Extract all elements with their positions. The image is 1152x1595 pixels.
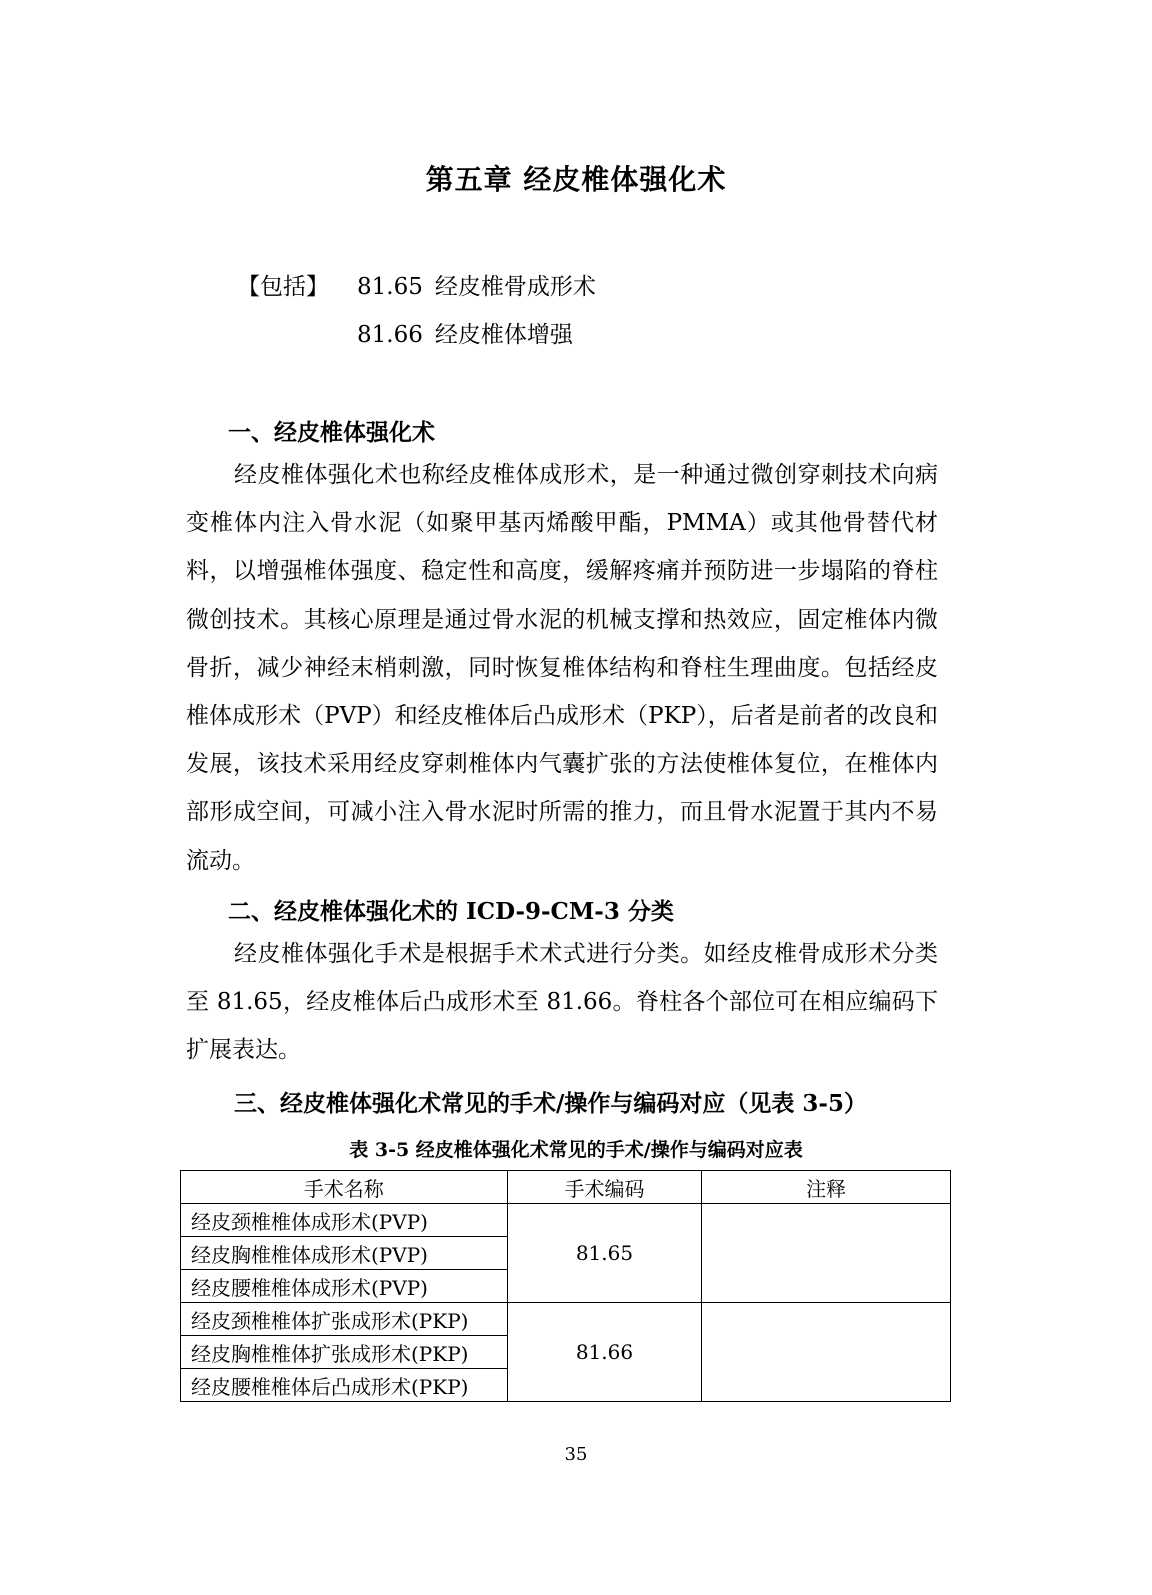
procedure-name: 经皮胸椎椎体扩张成形术(PKP) bbox=[181, 1336, 508, 1369]
procedure-name: 经皮腰椎椎体后凸成形术(PKP) bbox=[181, 1369, 508, 1402]
procedure-name: 经皮腰椎椎体成形术(PVP) bbox=[181, 1270, 508, 1303]
header-note: 注释 bbox=[702, 1171, 951, 1204]
include-item-code: 81.66 bbox=[357, 322, 423, 348]
procedure-code: 81.65 bbox=[507, 1204, 702, 1303]
include-item-name: 经皮椎体增强 bbox=[434, 322, 573, 348]
procedure-name: 经皮颈椎椎体成形术(PVP) bbox=[181, 1204, 508, 1237]
include-item-name: 经皮椎骨成形术 bbox=[434, 274, 596, 300]
procedure-name: 经皮胸椎椎体成形术(PVP) bbox=[181, 1237, 508, 1270]
section-heading-2: 二、经皮椎体强化术的 ICD-9-CM-3 分类 bbox=[228, 898, 674, 925]
chapter-title: 第五章 经皮椎体强化术 bbox=[425, 163, 727, 196]
include-item bbox=[357, 268, 596, 301]
include-item bbox=[357, 316, 573, 349]
page-number: 35 bbox=[564, 1444, 588, 1465]
section-heading-1: 一、经皮椎体强化术 bbox=[228, 419, 435, 446]
section-body-2: 经皮椎体强化手术是根据手术术式进行分类。如经皮椎骨成形术分类至 81.65，经皮椎体后凸成形术至 81.66。脊柱各个部位可在相应编码下扩展表达。 bbox=[186, 941, 938, 1064]
procedure-note bbox=[702, 1303, 951, 1402]
header-procedure-code: 手术编码 bbox=[507, 1171, 702, 1204]
procedure-code-table bbox=[180, 1170, 951, 1402]
section-heading-3: 三、经皮椎体强化术常见的手术/操作与编码对应（见表 3-5） bbox=[234, 1090, 867, 1117]
procedure-note bbox=[702, 1204, 951, 1303]
table-caption: 表 3-5 经皮椎体强化术常见的手术/操作与编码对应表 bbox=[349, 1139, 803, 1161]
header-procedure-name: 手术名称 bbox=[181, 1171, 508, 1204]
include-label: 【包括】 bbox=[237, 274, 329, 300]
procedure-name: 经皮颈椎椎体扩张成形术(PKP) bbox=[181, 1303, 508, 1336]
table-row bbox=[181, 1204, 951, 1237]
include-item-code: 81.65 bbox=[357, 274, 423, 300]
table-header-row bbox=[181, 1171, 951, 1204]
table-row bbox=[181, 1303, 951, 1336]
section-body-1: 经皮椎体强化术也称经皮椎体成形术，是一种通过微创穿刺技术向病变椎体内注入骨水泥（如聚甲基丙烯酸甲酯，PMMA）或其他骨替代材料，以增强椎体强度、稳定性和高度，缓解疼痛并预防进一步塌陷的脊柱微创技术。其核心原理是通过骨水泥的机械支撑和热效应，固定椎体内微骨折，减少神经末梢刺激，同时恢复椎体结构和脊柱生理曲度。包括经皮椎体成形术（PVP）和经皮椎体后凸成形术（PKP），后者是前者的改良和发展，该技术采用经皮穿刺椎体内气囊扩张的方法使椎体复位，在椎体内部形成空间，可减小注入骨水泥时所需的推力，而且骨水泥置于其内不易流动。 bbox=[186, 462, 938, 874]
procedure-code: 81.66 bbox=[507, 1303, 702, 1402]
